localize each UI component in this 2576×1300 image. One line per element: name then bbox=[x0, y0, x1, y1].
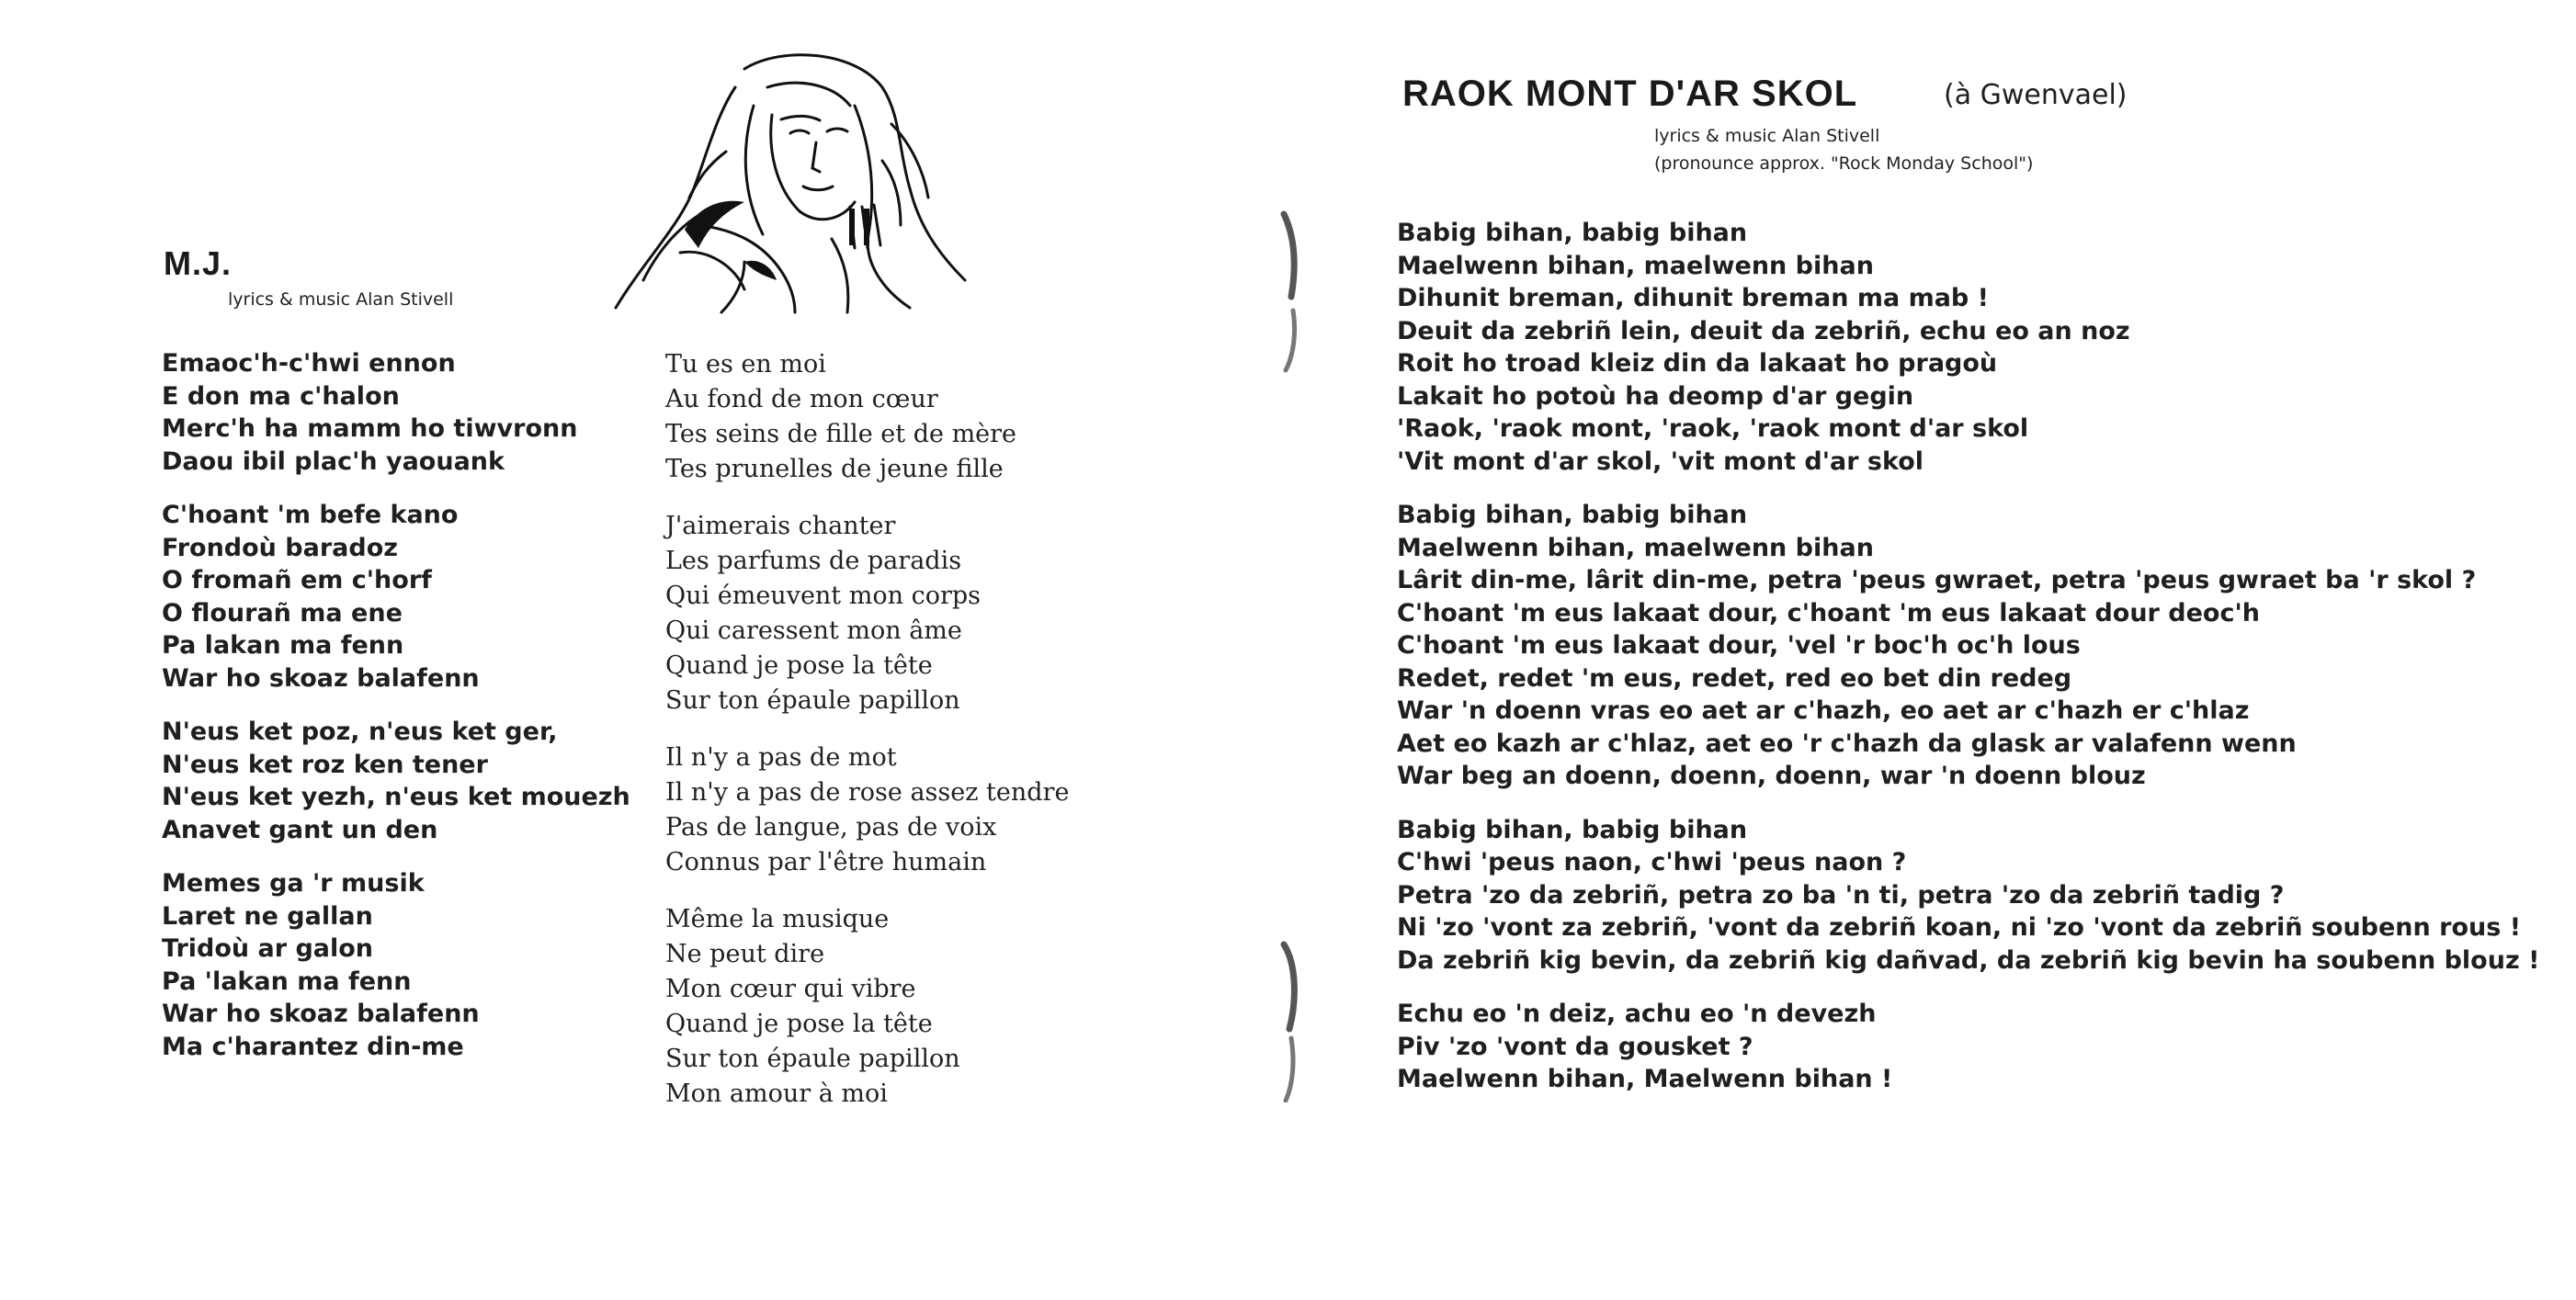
lyric-line: Tes prunelles de jeune fille bbox=[665, 455, 1004, 483]
lyric-line: Quand je pose la tête bbox=[665, 1010, 933, 1038]
lyric-line: Pas de langue, pas de voix bbox=[665, 813, 997, 842]
lyric-line: N'eus ket poz, n'eus ket ger, bbox=[162, 718, 558, 746]
lyric-line: O fromañ em c'horf bbox=[162, 566, 432, 594]
lyric-line: Lârit din-me, lârit din-me, petra 'peus gwraet, petra 'peus gwraet ba 'r skol ? bbox=[1397, 566, 2477, 594]
lyric-line: Dihunit breman, dihunit breman ma mab ! bbox=[1397, 284, 1989, 312]
lyric-line: Mon amour à moi bbox=[665, 1080, 888, 1108]
lyric-line: Da zebriñ kig bevin, da zebriñ kig dañvad, da zebriñ kig bevin ha soubenn blouz ! bbox=[1397, 945, 2540, 975]
lyric-line: Mon cœur qui vibre bbox=[665, 975, 916, 1003]
lyric-line: Tu es en moi bbox=[665, 350, 826, 379]
lyric-line: Qui caressent mon âme bbox=[665, 616, 962, 645]
pronunciation-note: (pronounce approx. "Rock Monday School") bbox=[1654, 153, 2034, 174]
lyric-stanza bbox=[162, 867, 630, 1063]
lyric-line: Piv 'zo 'vont da gousket ? bbox=[1397, 1032, 1753, 1061]
lyric-line: War 'n doenn vras eo aet ar c'hazh, eo aet ar c'hazh er c'hlaz bbox=[1397, 696, 2250, 725]
lyric-line: Maelwenn bihan, Maelwenn bihan ! bbox=[1397, 1065, 1893, 1093]
lyric-line: Connus par l'être humain bbox=[665, 848, 987, 876]
lyric-line: O flourañ ma ene bbox=[162, 598, 403, 627]
lyric-stanza bbox=[1397, 998, 2539, 1096]
lyric-line: 'Vit mont d'ar skol, 'vit mont d'ar skol bbox=[1397, 447, 1924, 476]
lyric-stanza bbox=[665, 740, 1069, 880]
lyric-line: Aet eo kazh ar c'hlaz, aet eo 'r c'hazh da glask ar valafenn wenn bbox=[1397, 729, 2297, 758]
lyric-line: Au fond de mon cœur bbox=[665, 385, 938, 413]
lyric-line: J'aimerais chanter bbox=[665, 512, 896, 540]
right-page bbox=[1277, 0, 2576, 1300]
lyric-line: C'hwi 'peus naon, c'hwi 'peus naon ? bbox=[1397, 848, 1907, 876]
lyric-stanza bbox=[1397, 499, 2539, 793]
lyric-stanza bbox=[665, 509, 1069, 718]
lyric-line: Deuit da zebriñ lein, deuit da zebriñ, echu eo an noz bbox=[1397, 316, 2130, 345]
lyric-line: E don ma c'halon bbox=[162, 381, 400, 411]
lyric-stanza bbox=[665, 347, 1069, 487]
lyric-line: 'Raok, 'raok mont, 'raok, 'raok mont d'ar skol bbox=[1397, 414, 2029, 443]
french-lyrics-column bbox=[665, 347, 1069, 1134]
lyric-line: Ma c'harantez din-me bbox=[162, 1032, 464, 1061]
song-credit: lyrics & music Alan Stivell bbox=[228, 289, 454, 310]
lyric-line: C'hoant 'm befe kano bbox=[162, 501, 459, 529]
left-page bbox=[0, 0, 1277, 1300]
lyric-stanza bbox=[162, 347, 630, 478]
lyric-line: War ho skoaz balafenn bbox=[162, 663, 480, 693]
lyric-line: Ni 'zo 'vont za zebriñ, 'vont da zebriñ koan, ni 'zo 'vont da zebriñ soubenn rous ! bbox=[1397, 913, 2522, 942]
lyric-line: Maelwenn bihan, maelwenn bihan bbox=[1397, 251, 1874, 280]
lyric-line: Tridoù ar galon bbox=[162, 934, 374, 963]
lyric-line: Pa lakan ma fenn bbox=[162, 631, 404, 660]
lyric-line: Anavet gant un den bbox=[162, 815, 438, 844]
lyric-stanza bbox=[162, 499, 630, 695]
lyric-stanza bbox=[1397, 814, 2539, 978]
lyric-line: Babig bihan, babig bihan bbox=[1397, 815, 1748, 844]
lyric-line: Sur ton épaule papillon bbox=[665, 686, 960, 715]
lyric-line: Lakait ho potoù ha deomp d'ar gegin bbox=[1397, 381, 1914, 411]
lyric-line: N'eus ket roz ken tener bbox=[162, 750, 488, 779]
lyric-line: Même la musique bbox=[665, 905, 890, 933]
lyric-stanza bbox=[162, 716, 630, 846]
lyric-line: Frondoù baradoz bbox=[162, 533, 398, 562]
lyric-line: Petra 'zo da zebriñ, petra zo ba 'n ti, petra 'zo da zebriñ tadig ? bbox=[1397, 880, 2285, 910]
lyric-line: Ne peut dire bbox=[665, 940, 825, 968]
lyric-stanza bbox=[665, 902, 1069, 1112]
lyric-line: C'hoant 'm eus lakaat dour, 'vel 'r boc'h oc'h lous bbox=[1397, 631, 2081, 660]
lyric-line: N'eus ket yezh, n'eus ket mouezh bbox=[162, 783, 630, 811]
lyric-line: Daou ibil plac'h yaouank bbox=[162, 447, 505, 476]
lyric-line: Tes seins de fille et de mère bbox=[665, 420, 1017, 448]
lyric-line: Emaoc'h-c'hwi ennon bbox=[162, 349, 456, 378]
lyric-line: Laret ne gallan bbox=[162, 901, 373, 931]
lyric-line: C'hoant 'm eus lakaat dour, c'hoant 'm eus lakaat dour deoc'h bbox=[1397, 598, 2260, 627]
lyric-line: Quand je pose la tête bbox=[665, 651, 933, 680]
song-title-raok-mont-dar-skol: RAOK MONT D'AR SKOL bbox=[1402, 73, 1858, 114]
lyric-line: Babig bihan, babig bihan bbox=[1397, 219, 1748, 247]
lyric-stanza bbox=[1397, 217, 2539, 478]
breton-lyrics-column bbox=[1397, 217, 2539, 1117]
song-title-mj: M.J. bbox=[164, 244, 233, 282]
lyric-line: Sur ton épaule papillon bbox=[665, 1045, 960, 1073]
lyric-line: Memes ga 'r musik bbox=[162, 869, 425, 898]
lyric-line: War beg an doenn, doenn, doenn, war 'n doenn blouz bbox=[1397, 762, 2146, 790]
lyric-line: Redet, redet 'm eus, redet, red eo bet din redeg bbox=[1397, 663, 2072, 693]
lyric-line: Echu eo 'n deiz, achu eo 'n devezh bbox=[1397, 1000, 1877, 1028]
lyric-line: Les parfums de paradis bbox=[665, 547, 962, 575]
lyric-line: Qui émeuvent mon corps bbox=[665, 582, 981, 610]
breton-lyrics-column bbox=[162, 347, 630, 1084]
lyric-line: Il n'y a pas de mot bbox=[665, 743, 897, 772]
song-credit: lyrics & music Alan Stivell bbox=[1654, 126, 1880, 146]
lyric-line: Babig bihan, babig bihan bbox=[1397, 501, 1748, 529]
lyric-line: Roit ho troad kleiz din da lakaat ho pragoù bbox=[1397, 349, 1998, 378]
line-drawing-woman-portrait-icon bbox=[607, 51, 1002, 317]
lyric-line: War ho skoaz balafenn bbox=[162, 1000, 480, 1028]
lyric-line: Maelwenn bihan, maelwenn bihan bbox=[1397, 533, 1874, 562]
lyric-line: Pa 'lakan ma fenn bbox=[162, 967, 412, 996]
song-dedication: (à Gwenvael) bbox=[1944, 79, 2128, 111]
lyric-line: Merc'h ha mamm ho tiwvronn bbox=[162, 414, 578, 443]
lyric-line: Il n'y a pas de rose assez tendre bbox=[665, 778, 1070, 807]
